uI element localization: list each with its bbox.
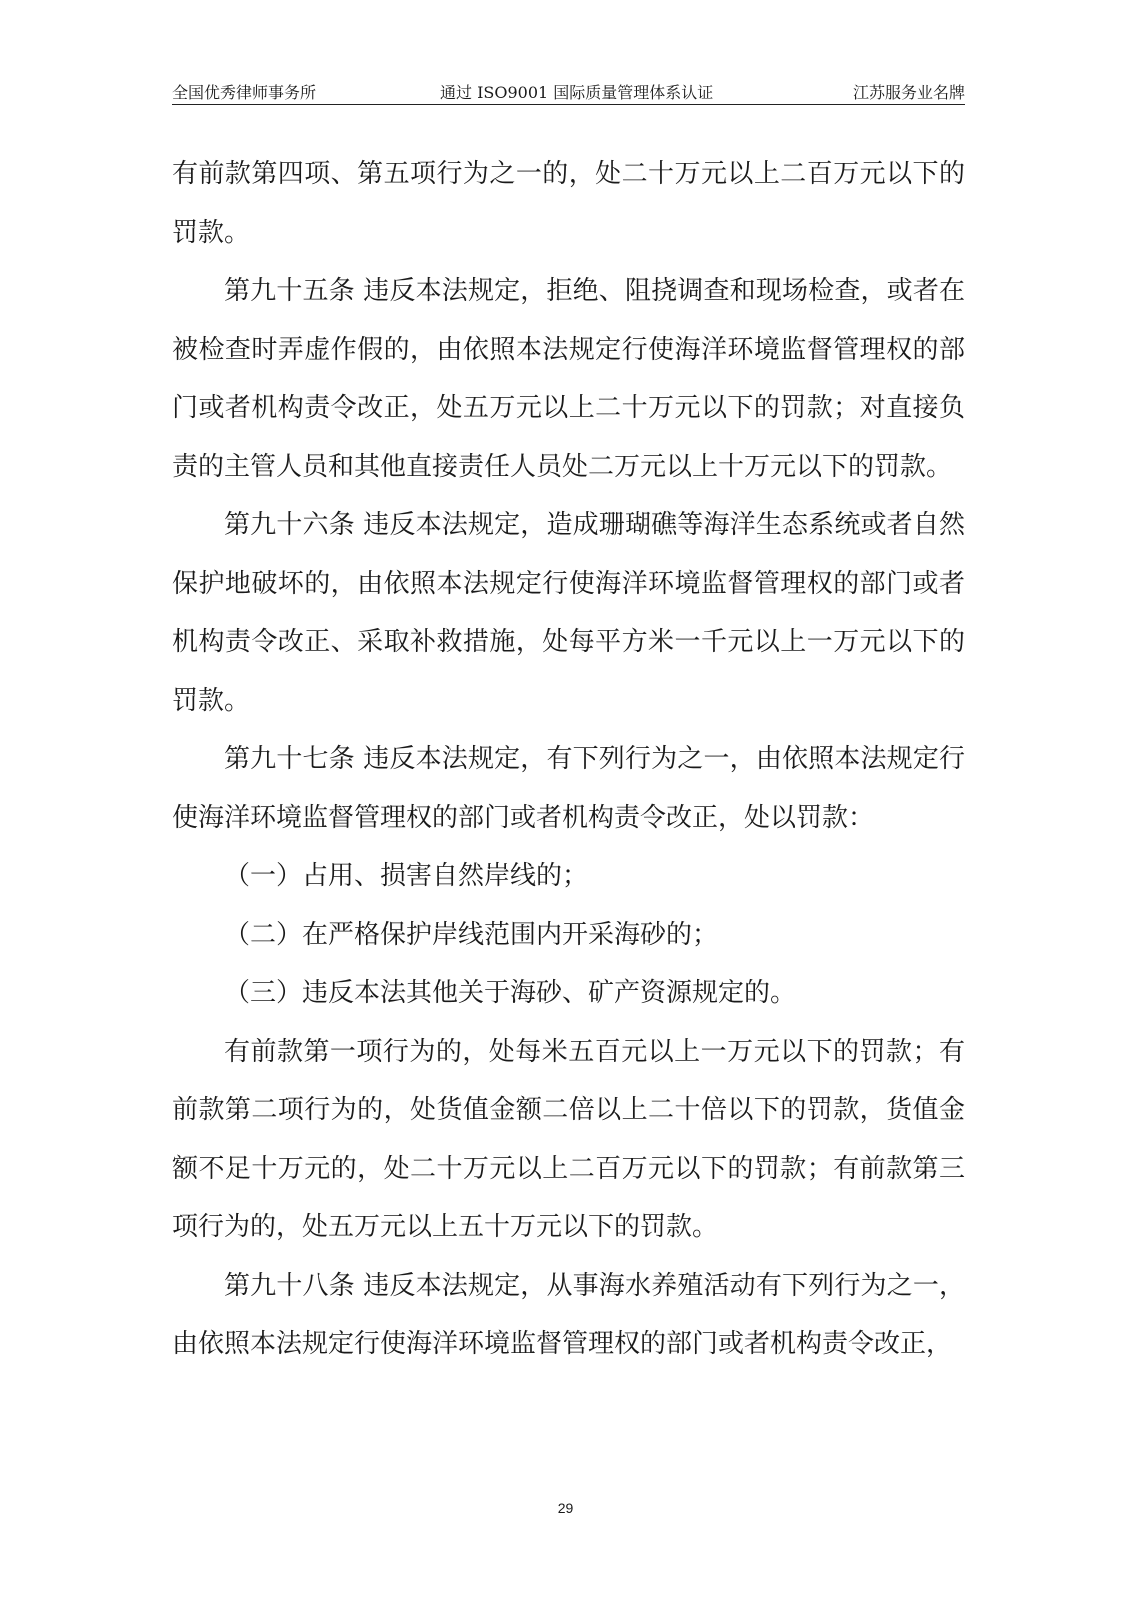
header-brand: 江苏服务业名牌: [852, 83, 965, 102]
document-body: [172, 145, 965, 1374]
paragraph-continuation: 有前款第四项、第五项行为之一的，处二十万元以上二百万元以下的罚款。: [172, 159, 965, 248]
header-certification: 通过 ISO9001 国际质量管理体系认证: [440, 83, 714, 102]
article-97-item-3: （三）违反本法其他关于海砂、矿产资源规定的。: [224, 978, 797, 1008]
article-97-item-2: （二）在严格保护岸线范围内开采海砂的；: [224, 919, 719, 950]
article-97-penalties: 有前款第一项行为的，处每米五百元以上一万元以下的罚款；有前款第二项行为的，处货值金额二倍以上二十倍以下的罚款，货值金额不足十万元的，处二十万元以上二百万元以下的罚款；有前款第三项行为的，处五万元以上五十万元以下的罚款。: [172, 1036, 965, 1242]
article-98: 第九十八条 违反本法规定，从事海水养殖活动有下列行为之一，由依照本法规定行使海洋环境监督管理权的部门或者机构责令改正，: [172, 1270, 965, 1359]
header-firm-title: 全国优秀律师事务所: [172, 83, 317, 102]
article-95: 第九十五条 违反本法规定，拒绝、阻挠调查和现场检查，或者在被检查时弄虚作假的，由依照本法规定行使海洋环境监督管理权的部门或者机构责令改正，处五万元以上二十万元以下的罚款；对直接负责的主管人员和其他直接责任人员处二万元以上十万元以下的罚款。: [172, 276, 965, 482]
article-97-item-1: （一）占用、损害自然岸线的；: [224, 861, 589, 891]
article-97: 第九十七条 违反本法规定，有下列行为之一，由依照本法规定行使海洋环境监督管理权的部门或者机构责令改正，处以罚款：: [172, 744, 965, 833]
page-header: [172, 78, 965, 105]
article-96: 第九十六条 违反本法规定，造成珊瑚礁等海洋生态系统或者自然保护地破坏的，由依照本法规定行使海洋环境监督管理权的部门或者机构责令改正、采取补救措施，处每平方米一千元以上一万元以下的罚款。: [172, 510, 965, 716]
page-number: 29: [557, 1500, 574, 1516]
